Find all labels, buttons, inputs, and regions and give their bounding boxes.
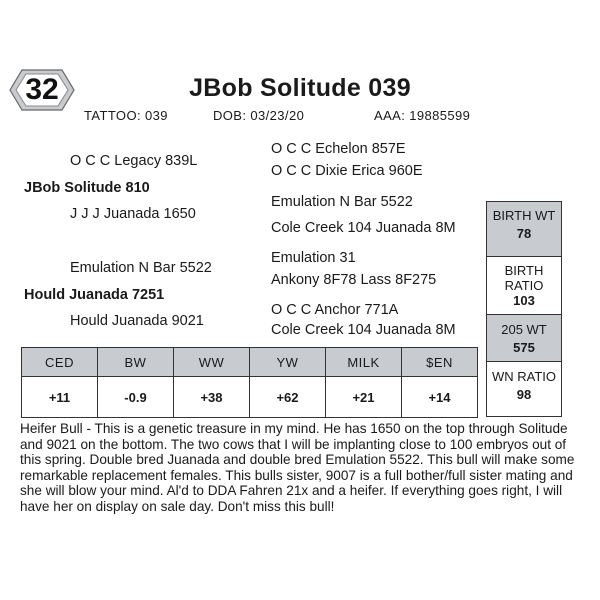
birth-ratio-box — [486, 256, 562, 315]
sire: JBob Solitude 810 — [24, 180, 150, 196]
description-text: Heifer Bull - This is a genetic treasure in my mind. He has 1650 on the top through Solitude and 9021 on the bottom. The two cows that I will be implanting close to 100 embryos out of this spring. Double bred Juanada and double bred Emulation 5522. This bull will make some remarkable replacement females. This bulls sister, 9007 is a full bother/full sister mating and she will blow your mind. Al'd to DDA Fahren 21x and a heifer. If everything goes right, I will have her on display on sale day. Don't miss this bull! — [20, 421, 575, 514]
dam: Hould Juanada 7251 — [24, 287, 165, 303]
birth-ratio-label-line1: BIRTH — [504, 263, 544, 278]
dam-dam-dam: Cole Creek 104 Juanada 8M — [271, 322, 456, 338]
weight-205-box — [486, 314, 562, 362]
birth-ratio-label-line2: RATIO — [504, 278, 544, 293]
sire-sire-dam: O C C Dixie Erica 960E — [271, 163, 423, 179]
sire-dam-dam: Cole Creek 104 Juanada 8M — [271, 220, 456, 236]
weaning-ratio-label: WN RATIO — [491, 369, 557, 384]
birth-ratio-value: 103 — [513, 293, 535, 308]
dob-text: DOB: 03/23/20 — [213, 108, 305, 123]
sire-sire: O C C Legacy 839L — [70, 153, 198, 169]
epd-value-ww: +38 — [174, 377, 250, 418]
epd-value-row — [22, 377, 478, 418]
epd-value-bw: -0.9 — [98, 377, 174, 418]
weaning-ratio-value: 98 — [516, 387, 532, 402]
weaning-ratio-box — [486, 361, 562, 417]
weight-205-value: 575 — [513, 340, 535, 355]
aaa-number-text: AAA: 19885599 — [374, 108, 471, 123]
epd-header-row — [22, 348, 478, 377]
weight-205-label: 205 WT — [501, 322, 547, 337]
birth-weight-label: BIRTH WT — [492, 208, 556, 223]
epd-value-yw: +62 — [250, 377, 326, 418]
epd-value-en: +14 — [402, 377, 478, 418]
epd-header-ww: WW — [174, 348, 250, 377]
epd-header-yw: YW — [250, 348, 326, 377]
epd-value-milk: +21 — [326, 377, 402, 418]
tattoo-text: TATTOO: 039 — [84, 108, 168, 123]
birth-weight-value: 78 — [516, 226, 532, 241]
dam-dam: Hould Juanada 9021 — [70, 313, 204, 329]
birth-weight-box — [486, 201, 562, 257]
epd-header-en: $EN — [402, 348, 478, 377]
epd-table — [21, 347, 478, 418]
sire-dam: J J J Juanada 1650 — [70, 206, 196, 222]
dam-sire-dam: Ankony 8F78 Lass 8F275 — [271, 272, 437, 288]
lot-number: 32 — [25, 73, 59, 106]
epd-header-milk: MILK — [326, 348, 402, 377]
epd-header-ced: CED — [22, 348, 98, 377]
dam-dam-sire: O C C Anchor 771A — [271, 302, 399, 318]
dam-sire: Emulation N Bar 5522 — [70, 260, 212, 276]
sire-dam-sire: Emulation N Bar 5522 — [271, 194, 413, 210]
dam-sire-sire: Emulation 31 — [271, 250, 356, 266]
epd-value-ced: +11 — [22, 377, 98, 418]
epd-header-bw: BW — [98, 348, 174, 377]
sire-sire-sire: O C C Echelon 857E — [271, 141, 406, 157]
page-title: JBob Solitude 039 — [189, 74, 411, 102]
